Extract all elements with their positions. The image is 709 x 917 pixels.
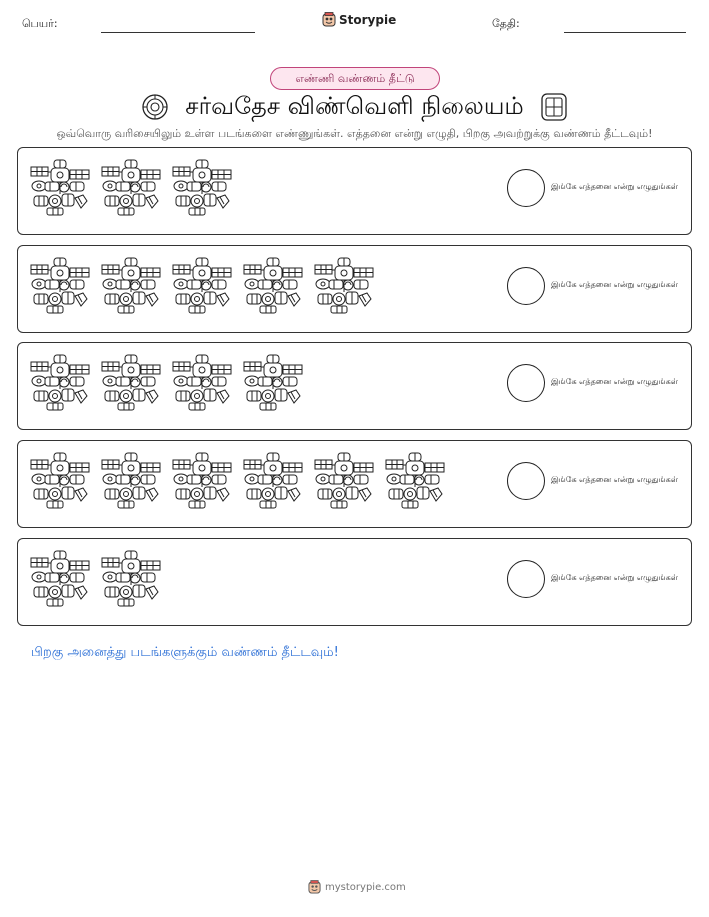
count-row — [17, 342, 692, 430]
space-station-icon[interactable] — [314, 256, 374, 314]
answer-circle[interactable] — [507, 462, 545, 500]
space-station-icon[interactable] — [314, 451, 374, 509]
picture-group — [30, 549, 161, 607]
answer-circle[interactable] — [507, 364, 545, 402]
space-station-icon[interactable] — [172, 256, 232, 314]
answer-circle[interactable] — [507, 560, 545, 598]
date-label: தேதி: — [492, 17, 520, 30]
space-station-icon[interactable] — [30, 549, 90, 607]
answer-label: இங்கே எத்தனை என்று எழுதுங்கள் — [551, 280, 678, 289]
space-station-icon[interactable] — [385, 451, 445, 509]
answer-circle[interactable] — [507, 267, 545, 305]
answer-label: இங்கே எத்தனை என்று எழுதுங்கள் — [551, 475, 678, 484]
space-station-icon[interactable] — [172, 353, 232, 411]
footer-brand — [308, 880, 406, 895]
brand-logo — [322, 12, 396, 28]
space-station-icon[interactable] — [101, 353, 161, 411]
solar-window-icon — [540, 92, 568, 122]
answer-label: இங்கே எத்தனை என்று எழுதுங்கள் — [551, 573, 678, 582]
answer-circle[interactable] — [507, 169, 545, 207]
space-station-icon[interactable] — [172, 158, 232, 216]
activity-badge: எண்ணி வண்ணம் தீட்டு — [270, 67, 440, 90]
date-write-line[interactable] — [564, 32, 686, 33]
storypie-mascot-icon — [322, 12, 336, 28]
count-row — [17, 245, 692, 333]
name-write-line[interactable] — [101, 32, 255, 33]
answer-label: இங்கே எத்தனை என்று எழுதுங்கள் — [551, 377, 678, 386]
picture-group — [30, 353, 303, 411]
space-station-module-icon — [141, 93, 169, 121]
name-label: பெயர்: — [22, 17, 58, 30]
count-row — [17, 440, 692, 528]
count-row — [17, 538, 692, 626]
picture-group — [30, 256, 374, 314]
space-station-icon[interactable] — [243, 451, 303, 509]
space-station-icon[interactable] — [30, 256, 90, 314]
space-station-icon[interactable] — [30, 353, 90, 411]
instructions: ஒவ்வொரு வரிசையிலும் உள்ள படங்களை எண்ணுங்கள். எத்தனை என்று எழுதி, பிறகு அவற்றுக்கு வண்ணம் தீட்டவும்! — [56, 127, 653, 140]
picture-group — [30, 158, 232, 216]
brand-name: Storypie — [339, 13, 397, 27]
count-row — [17, 147, 692, 235]
space-station-icon[interactable] — [243, 256, 303, 314]
space-station-icon[interactable] — [101, 451, 161, 509]
space-station-icon[interactable] — [30, 451, 90, 509]
page-title: சர்வதேச விண்வெளி நிலையம் — [185, 91, 524, 120]
title-row — [0, 90, 709, 124]
picture-group — [30, 451, 445, 509]
space-station-icon[interactable] — [30, 158, 90, 216]
space-station-icon[interactable] — [101, 256, 161, 314]
footer-note: பிறகு அனைத்து படங்களுக்கும் வண்ணம் தீட்டவும்! — [31, 645, 339, 660]
footer-site: mystorypie.com — [325, 882, 406, 893]
space-station-icon[interactable] — [101, 158, 161, 216]
answer-label: இங்கே எத்தனை என்று எழுதுங்கள் — [551, 182, 678, 191]
space-station-icon[interactable] — [243, 353, 303, 411]
storypie-mascot-icon — [308, 880, 321, 895]
space-station-icon[interactable] — [101, 549, 161, 607]
space-station-icon[interactable] — [172, 451, 232, 509]
